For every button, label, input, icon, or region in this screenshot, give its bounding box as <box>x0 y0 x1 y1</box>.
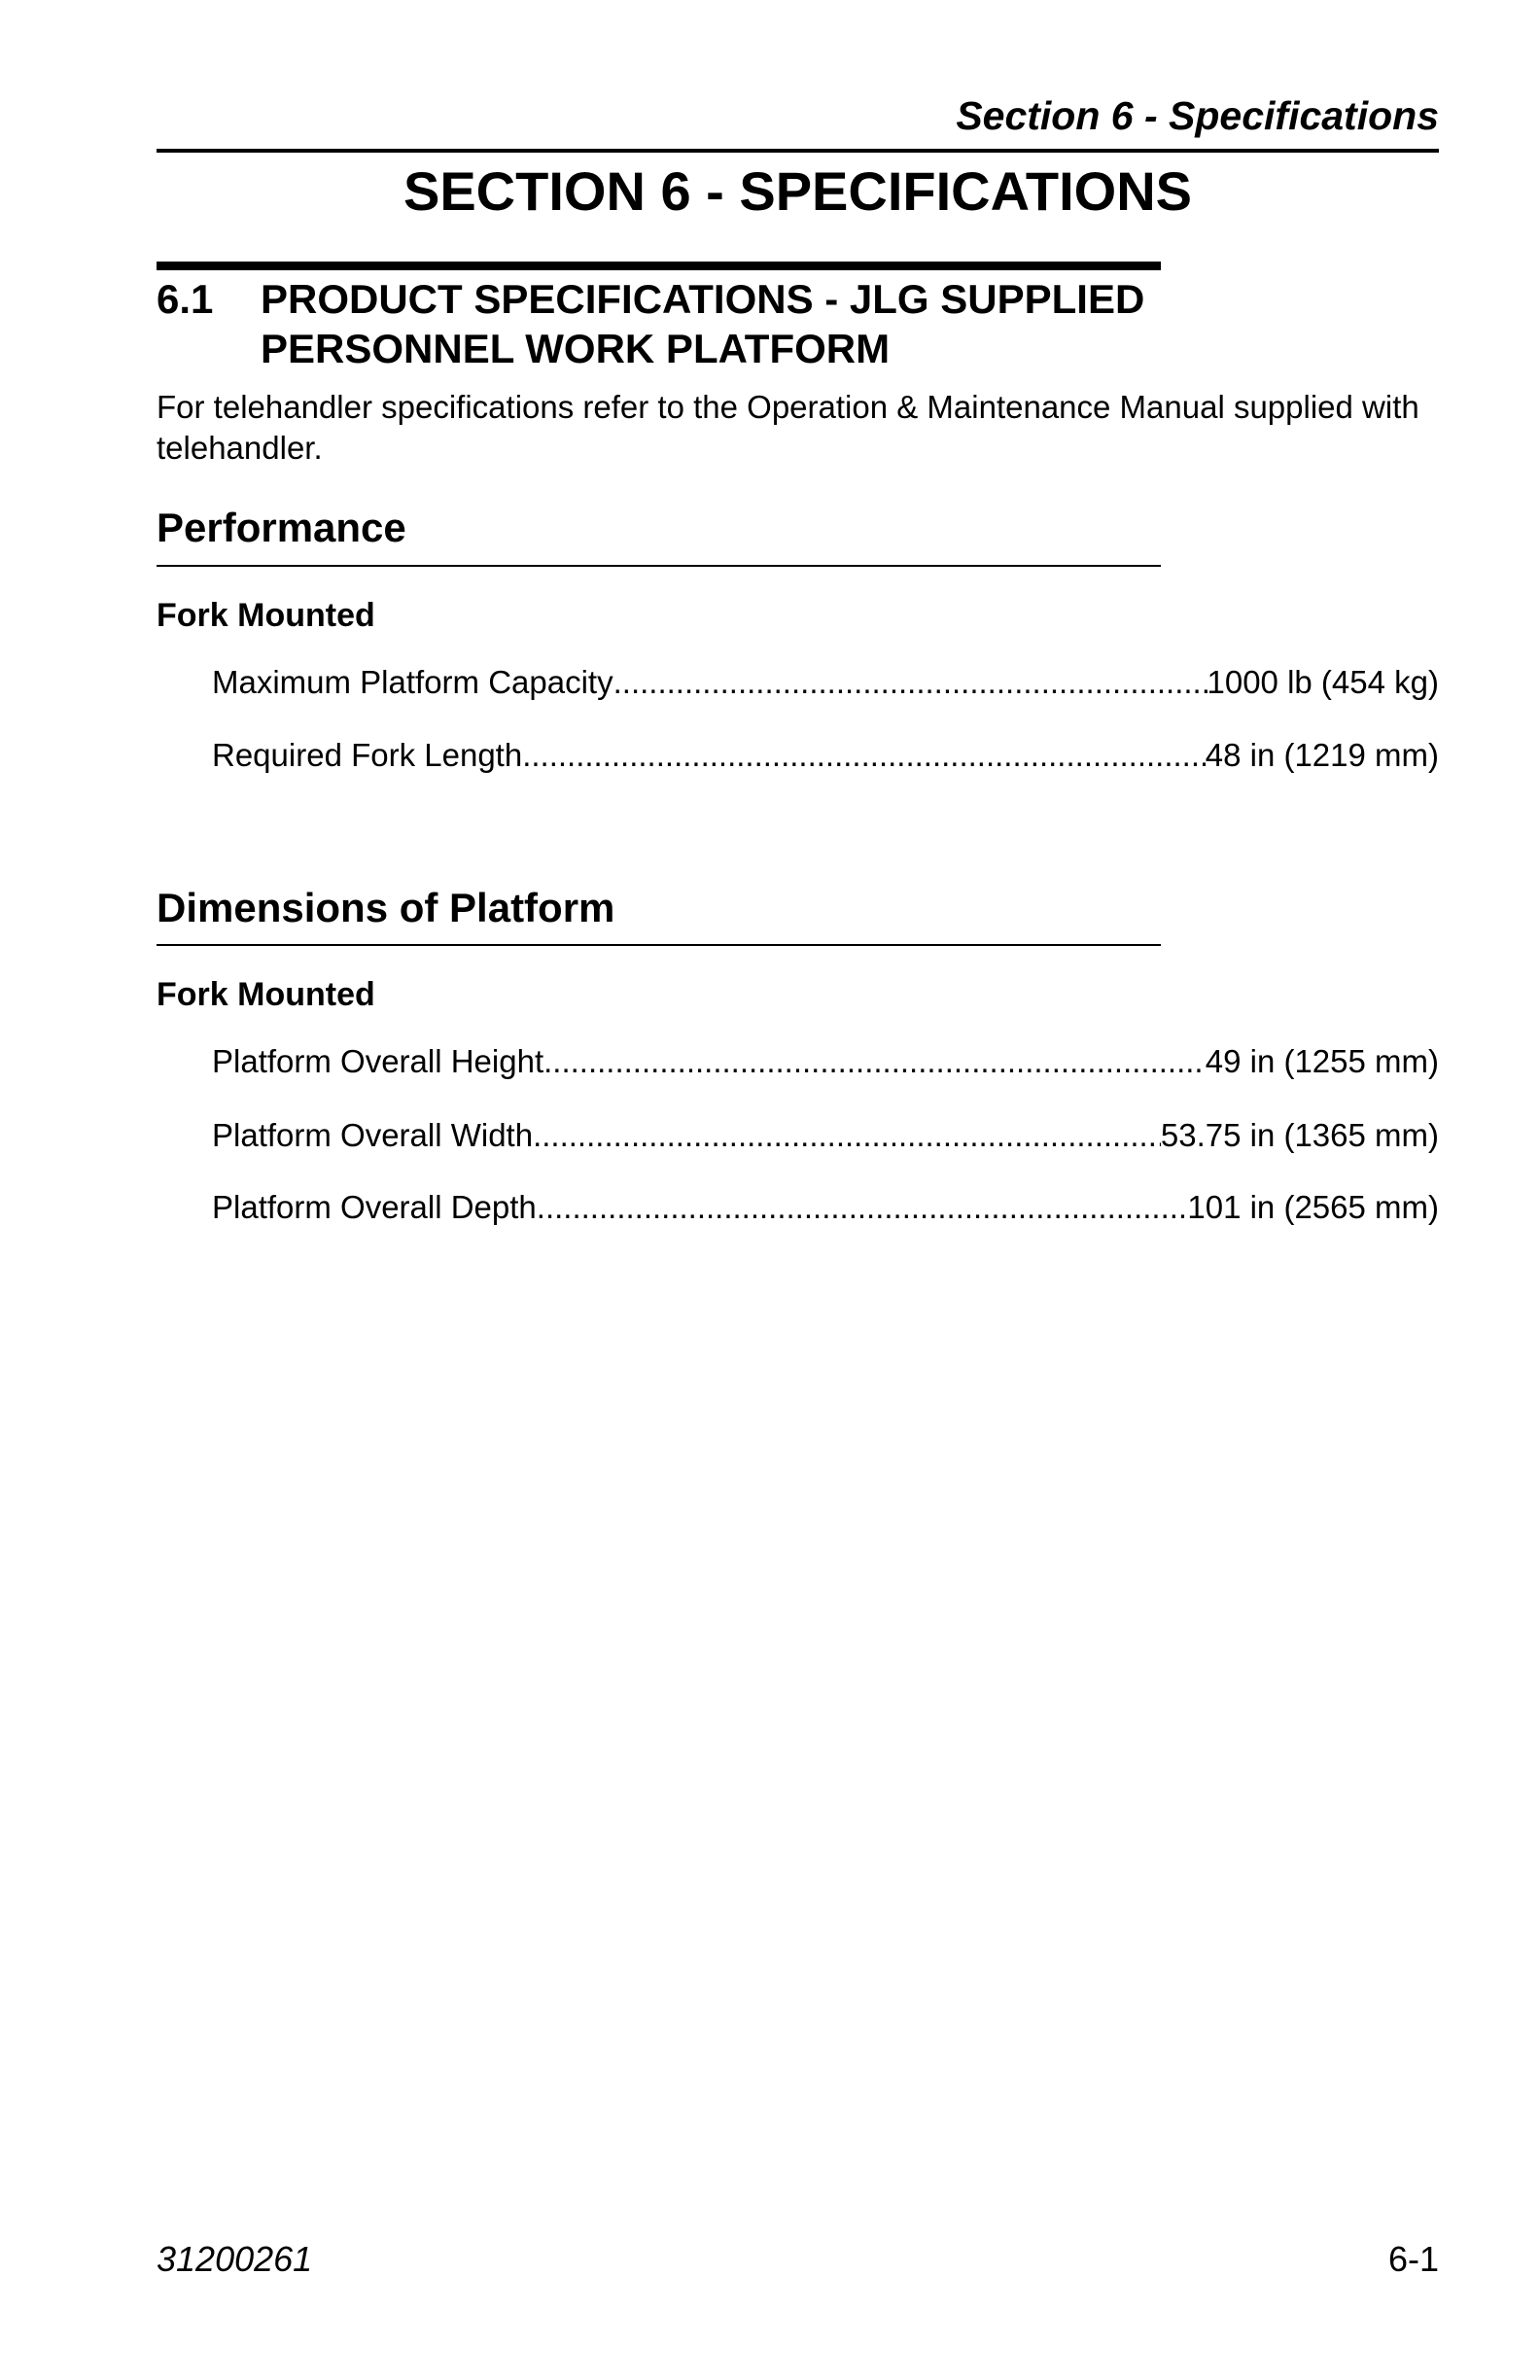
document-number: 31200261 <box>157 2239 313 2279</box>
heading-number: 6.1 <box>157 276 214 322</box>
spec-value: 49 in (1255 mm) <box>1205 1043 1439 1079</box>
performance-rule <box>157 565 1161 567</box>
spec-row <box>212 1043 1439 1080</box>
section-heading <box>157 274 1144 373</box>
heading-line2: PERSONNEL WORK PLATFORM <box>261 326 891 371</box>
spec-value: 101 in (2565 mm) <box>1187 1189 1439 1225</box>
heading-bar <box>157 262 1161 270</box>
dot-leader <box>522 737 1206 774</box>
spec-label: Maximum Platform Capacity <box>212 664 613 700</box>
performance-title: Performance <box>157 505 406 550</box>
dot-leader <box>613 664 1208 701</box>
spec-row <box>212 664 1439 701</box>
dot-leader <box>537 1189 1188 1226</box>
spec-value: 53.75 in (1365 mm) <box>1160 1117 1439 1153</box>
spec-label: Required Fork Length <box>212 737 523 773</box>
dimensions-title: Dimensions of Platform <box>157 885 615 930</box>
page-number: 6-1 <box>1387 2239 1439 2279</box>
spec-value: 1000 lb (454 kg) <box>1207 664 1439 700</box>
dimensions-rule <box>157 944 1161 946</box>
spec-label: Platform Overall Height <box>212 1043 544 1079</box>
dimensions-subtitle: Fork Mounted <box>157 976 375 1013</box>
dot-leader <box>543 1043 1206 1080</box>
spec-value: 48 in (1219 mm) <box>1205 737 1439 773</box>
section-title: SECTION 6 - SPECIFICATIONS <box>402 160 1193 222</box>
spec-label: Platform Overall Depth <box>212 1189 537 1225</box>
running-header: Section 6 - Specifications <box>956 93 1439 138</box>
intro-text: For telehandler specifications refer to the Operation & Maintenance Manual supplied with telehandler. <box>157 389 1419 466</box>
performance-subtitle: Fork Mounted <box>157 597 375 634</box>
spec-row <box>212 1189 1439 1226</box>
spec-label: Platform Overall Width <box>212 1117 534 1153</box>
heading-line1: PRODUCT SPECIFICATIONS - JLG SUPPLIED <box>261 276 1145 322</box>
header-rule <box>157 149 1439 153</box>
spec-row <box>212 737 1439 774</box>
spec-row <box>212 1117 1439 1154</box>
dot-leader <box>533 1117 1161 1154</box>
